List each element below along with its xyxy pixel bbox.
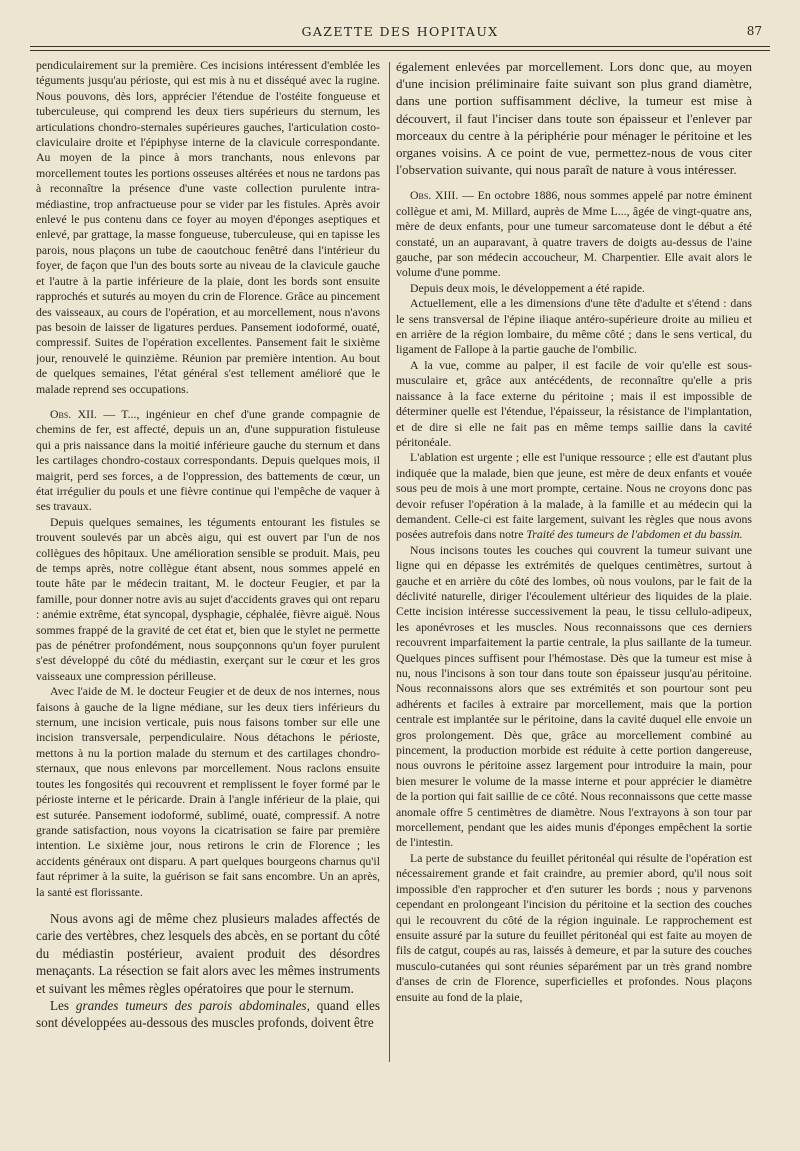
paragraph: Nous incisons toutes les couches qui couvrent la tumeur suivant une ligne qui en dépasse les extrémités de quelques centimètres, surtout à gauche et en arrière du côté des lombes, où nous voulons, par le fait de la déclivité naturelle, diriger l'écoulement ultérieur des liquides de la plaie. Cette incision intéresse successivement la peau, le tissu cellulo-adipeux, les aponévroses et les muscles. Nous reconnaissons que ces derniers recouvrent imparfaitement la partie centrale, la plus saillante de la tumeur. Quelques pinces suffisent pour l'hémostase. Dès que la tumeur est mise à nu, nous l'incisons à son tour dans toute son épaisseur jusqu'au péritoine. Nous reconnaissons alors que ses extrémités et son pourtour sont peu adhérents et faciles à extraire par morcellement, mais que la portion centrale est implantée sur le péritoine, dans la cavité duquel elle envoie un gros prolongement. Dès que, grâce au morcellement combiné au pincement, la production morbide est réduite à cette portion dangereuse, nous ouvrons le péritoine assez largement pour introduire la main, pour bien mesurer le volume de la masse interne et pour apprécier le diamètre de la portion qui fait saillie de ce côté. Nous reconnaissons que cette masse anomale offre 5 centimètres de diamètre. Nous l'extrayons à son tour par morcellement, pendant que les aides munis d'éponges empêchent la sortie de l'intestin. <box>396 542 752 850</box>
paragraph <box>36 997 380 1032</box>
observation-label: Obs. XIII. <box>410 188 459 203</box>
observation-text: — En octobre 1886, nous sommes appelé par notre éminent collègue et ami, M. Millard, auprès de Mme L..., âgée de vingt-quatre ans, mère de deux enfants, pour une tumeur sarcomateuse dont le début a été constaté, un an auparavant, à quatre travers de doigts au-dessus de l'aine gauche, par son médecin accoucheur, M. Charpentier. Elle avait alors le volume d'une pomme. <box>396 188 752 280</box>
text-span: L'ablation est urgente ; elle est l'unique ressource ; elle est d'autant plus indiquée que la malade, bien que jeune, est mère de deux enfants et vouée sous peu de mois à une mort prompte, certaine. Nous ne croyons donc pas devoir refuser l'opération à la malade, à la famille et au médecin qui la demandent. Celle-ci est faite largement, suivant les règles que nous avons posées autrefois dans notre <box>396 450 752 542</box>
page-number: 87 <box>746 24 762 38</box>
paragraph: Actuellement, elle a les dimensions d'une tête d'adulte et s'étend : dans le sens transversal de l'épine iliaque antéro-supérieure droite au milieu et en arrière de la région lombaire, du même côté ; dans le sens vertical, du ligament de Fallope à la partie gauche de l'ombilic. <box>396 296 752 357</box>
emphasis-text: grandes tumeurs des parois abdominales <box>75 997 307 1013</box>
paragraph: pendiculairement sur la première. Ces incisions intéressent d'emblée les téguments jusqu'au périoste, qui est mis à nu et disséqué avec la rugine. Nous pouvons, dès lors, apprécier l'étendue de l'ostéite fongueuse et tuberculeuse, qui comprend les deux tiers supérieurs du sternum, les articulations chondro-sternales supérieures gauches, l'articulation costo-claviculaire droite et l'épiphyse interne de la clavicule correspondante. Au moyen de la pince à mors tranchants, nous enlevons par morcellement toutes les portions osseuses altérées et nous ne tardons pas à reconnaître la présence d'une vaste collection purulente intra-médiastine, trop anfractueuse pour se vider par les fistules. Après avoir enlevé le pus contenu dans ce foyer au moyen d'éponges aseptiques et enlevé, par grattage, la masse fongueuse, tuberculeuse, qui en tapisse les parois, nous plaçons un tube de caoutchouc fenêtré dans l'intérieur du foyer, de façon que l'un des bouts sorte au niveau de la clavicule gauche et l'autre à la partie inférieure de la plaie, dont les bords sont ensuite rapprochés et suturés au moyen du crin de Florence. Grâce au pincement des vaisseaux, au cours de l'opération, et au morcellement, nous n'avons pas besoin de laisser de ligatures perdues. Pansement iodoformé, ouaté, compressif. Suites de l'opération excellentes. Pansement fait le sixième jour, renouvelé le quinzième. Réunion par première intention. Au bout de quelques semaines, l'état général s'est tellement amélioré que le malade reprend ses occupations. <box>36 58 380 396</box>
observation-label: Obs. XII. <box>50 406 97 421</box>
paragraph: Depuis deux mois, le développement a été rapide. <box>410 280 645 295</box>
paragraph: La perte de substance du feuillet péritonéal qui résulte de l'opération est nécessairement grande et fait craindre, au premier abord, qu'il nous soit impossible d'en rapprocher et d'en suturer les bords ; nous y parvenons cependant en prolongeant l'incision du péritoine et la section des couches qui le recouvrent du côté de la région inguinale. Le rapprochement est ensuite assuré par la suture du feuillet péritonéal qui est faite au moyen de fils de catgut, coupés au ras, laissés à demeure, et par la suture des couches musculo-cutanées qui sont réunies séparément par un très grand nombre d'anses de crin de Florence, superficielles et profondes. Nous plaçons ensuite au fond de la plaie, <box>396 850 752 1004</box>
journal-title: GAZETTE DES HOPITAUX <box>301 24 499 39</box>
header-rule <box>30 46 770 47</box>
observation-xii <box>36 407 380 515</box>
text-span: , quand elles sont développées au-dessous des muscles profonds, doivent être <box>36 997 380 1031</box>
paragraph <box>396 450 752 542</box>
paragraph: également enlevées par morcellement. Lors donc que, au moyen d'une incision préliminaire faite suivant son plus grand diamètre, dans une portion suffisamment déclive, la tumeur est mise à découvert, il faut l'inciser dans toute son épaisseur et l'enlever par morceaux du centre à la périphérie pour ménager le péritoine et les organes voisins. A ce point de vue, permettez-nous de vous citer l'observation suivante, qui nous paraît de nature à vous intéresser. <box>396 59 752 178</box>
paragraph: Avec l'aide de M. le docteur Feugier et de deux de nos internes, nous faisons à gauche de la ligne médiane, sur les deux tiers inférieurs du sternum, une incision verticale, puis nous faisons tomber sur elle une incision transversale, perpendiculaire. Nous détachons le périoste, mettons à nu la portion malade du sternum et des cartilages chondro-sternaux, que nous enlevons par morcellement. Nous raclons ensuite toutes les fongosités qui recouvrent et remplissent le foyer formé par le périoste interne et le péricarde. Drain à l'angle inférieur de la plaie, qui est suturée. Pansement iodoformé, sublimé, ouaté, compressif. A notre grande satisfaction, nous voyons la cicatrisation se faire par première intention. Le sixième jour, nous retirons le crin de Florence ; les accidents généraux ont disparu. A part quelques bourgeons charnus qu'il faut réprimer à la suite, la guérison se fait sans encombre. Un an après, la santé est florissante. <box>36 684 380 899</box>
column-divider <box>389 62 390 1062</box>
observation-xiii <box>396 188 752 280</box>
page-header <box>30 20 770 42</box>
left-column <box>36 58 380 1088</box>
header-rule-thin <box>30 50 770 51</box>
paragraph: Nous avons agi de même chez plusieurs malades affectés de carie des vertèbres, chez lesquels des abcès, en se portant du côté du médiastin postérieur, avaient produit des désordres menaçants. La résection se fait alors avec les mêmes instruments et suivant les mêmes règles opératoires que pour le sternum. <box>36 910 380 996</box>
paragraph: Depuis quelques semaines, les téguments entourant les fistules se trouvent soulevés par un abcès aigu, qui est ouvert par l'un de nos collègues des hôpitaux. Une amélioration sensible se produit. Mais, peu de temps après, notre collègue étant absent, nous sommes appelé en toute hâte par le médecin traitant, M. le docteur Feugier, et par la famille, pour donner notre avis au sujet d'accidents graves qui ont reparu : anémie extrême, état syncopal, dysphagie, céphalée, fièvre aiguë. Nous sommes frappé de la gravité de cet état et, bien que le stylet ne permette pas de pénétrer profondément, nous soupçonnons qu'un foyer purulent s'est développé du côté du médiastin, exerçant sur le cœur et les gros vaisseaux une compression périlleuse. <box>36 514 380 683</box>
observation-text: — T..., ingénieur en chef d'une grande compagnie de chemins de fer, est affecté, depuis un an, d'une suppuration fistuleuse qui a pris naissance dans la moitié inférieure gauche du sternum et dans les cartilages chondro-costaux correspondants. Depuis quelques mois, il maigrit, perd ses forces, a de l'oppression, des battements de cœur, un état irrégulier du pouls et une fièvre continue qui l'empêche de vaquer à ses travaux. <box>36 406 380 514</box>
text-span: Les <box>50 997 76 1013</box>
paragraph: A la vue, comme au palper, il est facile de voir qu'elle est sous-musculaire et, grâce aux antécédents, de reconnaître qu'elle a pris naissance à la face externe du péritoine ; mais il est impossible de déterminer quelle est l'étendue, l'épaisseur, la résistance de l'implantation, et de dire si elle ne fait pas en même temps saillie dans la cavité péritonéale. <box>396 357 752 449</box>
book-title: Traité des tumeurs de l'abdomen et du bassin. <box>526 527 743 542</box>
right-column <box>396 58 752 1088</box>
